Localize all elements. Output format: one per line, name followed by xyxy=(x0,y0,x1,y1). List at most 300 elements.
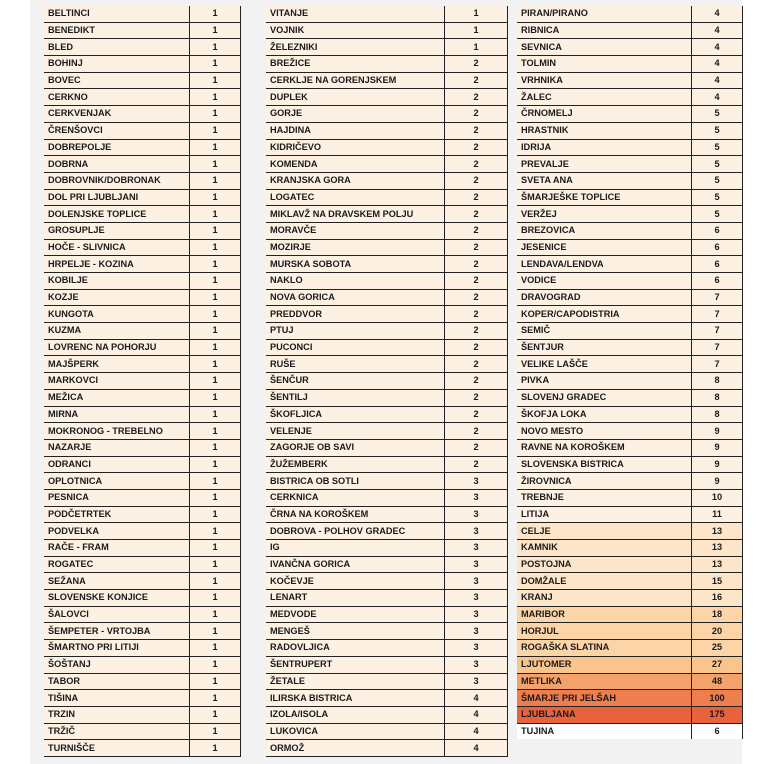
count-cell: 2 xyxy=(445,122,508,139)
count-cell: 4 xyxy=(692,89,743,106)
count-cell: 6 xyxy=(692,256,743,273)
count-cell: 3 xyxy=(445,573,508,590)
count-cell: 1 xyxy=(190,339,241,356)
count-cell: 2 xyxy=(445,439,508,456)
table-row xyxy=(44,456,241,473)
municipality-table-1 xyxy=(44,6,241,757)
municipality-name-cell: DOBROVNIK/DOBRONAK xyxy=(44,172,190,189)
count-cell: 2 xyxy=(445,406,508,423)
count-cell: 2 xyxy=(445,189,508,206)
municipality-name-cell: MARIBOR xyxy=(517,606,692,623)
count-cell: 1 xyxy=(190,473,241,490)
municipality-name-cell: VERŽEJ xyxy=(517,206,692,223)
table-row xyxy=(44,89,241,106)
municipality-name-cell: METLIKA xyxy=(517,673,692,690)
municipality-name-cell: ŽALEC xyxy=(517,89,692,106)
table-row xyxy=(517,72,743,89)
municipality-name-cell: MEDVODE xyxy=(266,606,445,623)
municipality-name-cell: LENART xyxy=(266,590,445,607)
count-cell: 1 xyxy=(190,56,241,73)
table-row xyxy=(517,606,743,623)
table-row xyxy=(266,389,508,406)
table-row xyxy=(266,573,508,590)
count-cell: 13 xyxy=(692,523,743,540)
table-row xyxy=(517,356,743,373)
table-row xyxy=(44,489,241,506)
count-cell: 15 xyxy=(692,573,743,590)
table-row xyxy=(266,22,508,39)
municipality-table-3 xyxy=(517,6,743,739)
municipality-name-cell: ŠMARJEŠKE TOPLICE xyxy=(517,189,692,206)
municipality-name-cell: IZOLA/ISOLA xyxy=(266,706,445,723)
municipality-name-cell: RADOVLJICA xyxy=(266,640,445,657)
count-cell: 2 xyxy=(445,323,508,340)
municipality-name-cell: NOVA GORICA xyxy=(266,289,445,306)
municipality-name-cell: ŠENTJUR xyxy=(517,339,692,356)
municipality-name-cell: MURSKA SOBOTA xyxy=(266,256,445,273)
table-row xyxy=(517,656,743,673)
count-cell: 3 xyxy=(445,489,508,506)
table-row xyxy=(517,506,743,523)
count-cell: 1 xyxy=(190,723,241,740)
table-row xyxy=(44,706,241,723)
table-column-3 xyxy=(517,6,743,739)
count-cell: 25 xyxy=(692,640,743,657)
table-row xyxy=(44,106,241,123)
count-cell: 1 xyxy=(190,573,241,590)
table-row xyxy=(266,106,508,123)
municipality-name-cell: MIRNA xyxy=(44,406,190,423)
table-row xyxy=(44,72,241,89)
municipality-name-cell: TUJINA xyxy=(517,723,692,739)
municipality-name-cell: KOBILJE xyxy=(44,273,190,290)
table-row xyxy=(517,139,743,156)
count-cell: 2 xyxy=(445,339,508,356)
count-cell: 1 xyxy=(190,506,241,523)
municipality-name-cell: ČRNA NA KOROŠKEM xyxy=(266,506,445,523)
table-row xyxy=(517,339,743,356)
municipality-name-cell: RIBNICA xyxy=(517,22,692,39)
municipality-name-cell: NOVO MESTO xyxy=(517,423,692,440)
municipality-name-cell: ROGAŠKA SLATINA xyxy=(517,640,692,657)
table-row xyxy=(44,273,241,290)
municipality-name-cell: HRASTNIK xyxy=(517,122,692,139)
municipality-name-cell: PREVALJE xyxy=(517,156,692,173)
table-row xyxy=(517,473,743,490)
municipality-name-cell: TOLMIN xyxy=(517,56,692,73)
table-row xyxy=(517,89,743,106)
table-row xyxy=(44,556,241,573)
municipality-name-cell: SVETA ANA xyxy=(517,172,692,189)
table-row xyxy=(266,623,508,640)
table-row xyxy=(266,606,508,623)
municipality-name-cell: KOZJE xyxy=(44,289,190,306)
municipality-name-cell: ČRENŠOVCI xyxy=(44,122,190,139)
municipality-name-cell: TIŠINA xyxy=(44,690,190,707)
count-cell: 1 xyxy=(190,239,241,256)
count-cell: 4 xyxy=(445,740,508,757)
count-cell: 1 xyxy=(190,373,241,390)
municipality-name-cell: KUNGOTA xyxy=(44,306,190,323)
count-cell: 1 xyxy=(190,423,241,440)
municipality-name-cell: OPLOTNICA xyxy=(44,473,190,490)
count-cell: 7 xyxy=(692,289,743,306)
table-row xyxy=(266,306,508,323)
table-row xyxy=(517,723,743,739)
count-cell: 2 xyxy=(445,72,508,89)
municipality-name-cell: NAKLO xyxy=(266,273,445,290)
municipality-name-cell: DRAVOGRAD xyxy=(517,289,692,306)
municipality-name-cell: MEŽICA xyxy=(44,389,190,406)
table-row xyxy=(44,6,241,22)
count-cell: 3 xyxy=(445,523,508,540)
table-row xyxy=(44,540,241,557)
municipality-name-cell: VODICE xyxy=(517,273,692,290)
municipality-name-cell: LJUBLJANA xyxy=(517,706,692,723)
table-row xyxy=(266,172,508,189)
municipality-name-cell: ILIRSKA BISTRICA xyxy=(266,690,445,707)
municipality-name-cell: DOBROVA - POLHOV GRADEC xyxy=(266,523,445,540)
count-cell: 1 xyxy=(190,556,241,573)
count-cell: 1 xyxy=(190,273,241,290)
municipality-name-cell: HORJUL xyxy=(517,623,692,640)
count-cell: 13 xyxy=(692,556,743,573)
table-column-1 xyxy=(44,6,241,757)
count-cell: 2 xyxy=(445,89,508,106)
table-column-2 xyxy=(266,6,508,757)
municipality-name-cell: DOLENJSKE TOPLICE xyxy=(44,206,190,223)
municipality-name-cell: SLOVENJ GRADEC xyxy=(517,389,692,406)
count-cell: 1 xyxy=(190,122,241,139)
table-row xyxy=(44,623,241,640)
count-cell: 3 xyxy=(445,506,508,523)
count-cell: 1 xyxy=(190,456,241,473)
table-row xyxy=(517,523,743,540)
municipality-name-cell: TRZIN xyxy=(44,706,190,723)
count-cell: 175 xyxy=(692,706,743,723)
count-cell: 1 xyxy=(190,39,241,56)
table-row xyxy=(517,39,743,56)
municipality-name-cell: PIRAN/PIRANO xyxy=(517,6,692,22)
municipality-name-cell: DOBREPOLJE xyxy=(44,139,190,156)
count-cell: 2 xyxy=(445,389,508,406)
count-cell: 3 xyxy=(445,656,508,673)
municipality-name-cell: TABOR xyxy=(44,673,190,690)
count-cell: 1 xyxy=(190,740,241,757)
table-row xyxy=(266,456,508,473)
table-row xyxy=(44,189,241,206)
municipality-name-cell: ROGATEC xyxy=(44,556,190,573)
count-cell: 100 xyxy=(692,690,743,707)
municipality-name-cell: ODRANCI xyxy=(44,456,190,473)
table-row xyxy=(44,723,241,740)
municipality-name-cell: POSTOJNA xyxy=(517,556,692,573)
count-cell: 1 xyxy=(190,656,241,673)
municipality-name-cell: ŠKOFJA LOKA xyxy=(517,406,692,423)
table-row xyxy=(44,206,241,223)
count-cell: 9 xyxy=(692,423,743,440)
count-cell: 7 xyxy=(692,356,743,373)
municipality-name-cell: KIDRIČEVO xyxy=(266,139,445,156)
municipality-name-cell: ORMOŽ xyxy=(266,740,445,757)
table-row xyxy=(517,273,743,290)
table-row xyxy=(44,690,241,707)
count-cell: 1 xyxy=(190,406,241,423)
count-cell: 1 xyxy=(190,623,241,640)
table-row xyxy=(266,189,508,206)
count-cell: 10 xyxy=(692,489,743,506)
table-row xyxy=(44,523,241,540)
table-row xyxy=(44,139,241,156)
municipality-table-2 xyxy=(266,6,508,757)
municipality-name-cell: DOBRNA xyxy=(44,156,190,173)
table-row xyxy=(517,323,743,340)
table-row xyxy=(517,256,743,273)
table-row xyxy=(517,189,743,206)
table-row xyxy=(266,540,508,557)
municipality-name-cell: PODVELKA xyxy=(44,523,190,540)
table-row xyxy=(266,406,508,423)
municipality-name-cell: KOMENDA xyxy=(266,156,445,173)
count-cell: 1 xyxy=(445,39,508,56)
municipality-name-cell: GORJE xyxy=(266,106,445,123)
count-cell: 4 xyxy=(692,56,743,73)
count-cell: 1 xyxy=(190,489,241,506)
count-cell: 5 xyxy=(692,122,743,139)
municipality-name-cell: SLOVENSKA BISTRICA xyxy=(517,456,692,473)
table-row xyxy=(44,256,241,273)
municipality-name-cell: BOVEC xyxy=(44,72,190,89)
table-row xyxy=(44,640,241,657)
table-row xyxy=(266,439,508,456)
table-row xyxy=(44,239,241,256)
count-cell: 5 xyxy=(692,156,743,173)
table-row xyxy=(266,39,508,56)
table-row xyxy=(266,156,508,173)
municipality-name-cell: CERKNICA xyxy=(266,489,445,506)
count-cell: 1 xyxy=(190,690,241,707)
count-cell: 6 xyxy=(692,723,743,739)
table-row xyxy=(517,106,743,123)
municipality-name-cell: ZAGORJE OB SAVI xyxy=(266,439,445,456)
table-row xyxy=(266,656,508,673)
count-cell: 1 xyxy=(190,323,241,340)
table-row xyxy=(266,356,508,373)
table-row xyxy=(44,473,241,490)
count-cell: 2 xyxy=(445,222,508,239)
count-cell: 1 xyxy=(190,89,241,106)
count-cell: 3 xyxy=(445,540,508,557)
table-row xyxy=(266,256,508,273)
table-row xyxy=(44,39,241,56)
count-cell: 2 xyxy=(445,306,508,323)
count-cell: 8 xyxy=(692,406,743,423)
municipality-name-cell: KRANJSKA GORA xyxy=(266,172,445,189)
municipality-name-cell: VITANJE xyxy=(266,6,445,22)
table-row xyxy=(517,623,743,640)
table-row xyxy=(266,506,508,523)
municipality-name-cell: ŠALOVCI xyxy=(44,606,190,623)
municipality-name-cell: ŠEMPETER - VRTOJBA xyxy=(44,623,190,640)
table-row xyxy=(517,439,743,456)
table-row xyxy=(266,723,508,740)
table-row xyxy=(517,206,743,223)
municipality-name-cell: BENEDIKT xyxy=(44,22,190,39)
table-row xyxy=(266,6,508,22)
table-row xyxy=(517,172,743,189)
table-row xyxy=(517,56,743,73)
municipality-name-cell: KOČEVJE xyxy=(266,573,445,590)
municipality-name-cell: LOGATEC xyxy=(266,189,445,206)
municipality-name-cell: GROSUPLJE xyxy=(44,222,190,239)
count-cell: 2 xyxy=(445,423,508,440)
count-cell: 1 xyxy=(190,172,241,189)
municipality-name-cell: LITIJA xyxy=(517,506,692,523)
count-cell: 2 xyxy=(445,56,508,73)
municipality-name-cell: PIVKA xyxy=(517,373,692,390)
count-cell: 1 xyxy=(190,523,241,540)
table-row xyxy=(517,540,743,557)
municipality-name-cell: ŠKOFLJICA xyxy=(266,406,445,423)
count-cell: 1 xyxy=(190,22,241,39)
count-cell: 1 xyxy=(190,706,241,723)
municipality-name-cell: TRŽIČ xyxy=(44,723,190,740)
count-cell: 8 xyxy=(692,373,743,390)
municipality-name-cell: SLOVENSKE KONJICE xyxy=(44,590,190,607)
municipality-name-cell: CELJE xyxy=(517,523,692,540)
count-cell: 3 xyxy=(445,640,508,657)
municipality-name-cell: BREZOVICA xyxy=(517,222,692,239)
municipality-name-cell: BREŽICE xyxy=(266,56,445,73)
count-cell: 7 xyxy=(692,339,743,356)
municipality-name-cell: DOMŽALE xyxy=(517,573,692,590)
municipality-name-cell: MOZIRJE xyxy=(266,239,445,256)
count-cell: 2 xyxy=(445,289,508,306)
count-cell: 13 xyxy=(692,540,743,557)
table-row xyxy=(517,373,743,390)
municipality-name-cell: PTUJ xyxy=(266,323,445,340)
count-cell: 1 xyxy=(190,222,241,239)
municipality-name-cell: RAVNE NA KOROŠKEM xyxy=(517,439,692,456)
table-row xyxy=(517,289,743,306)
municipality-name-cell: BLED xyxy=(44,39,190,56)
municipality-name-cell: PREDDVOR xyxy=(266,306,445,323)
table-row xyxy=(44,289,241,306)
municipality-name-cell: MIKLAVŽ NA DRAVSKEM POLJU xyxy=(266,206,445,223)
count-cell: 1 xyxy=(190,606,241,623)
table-row xyxy=(517,489,743,506)
municipality-name-cell: KRANJ xyxy=(517,590,692,607)
table-row xyxy=(266,206,508,223)
count-cell: 3 xyxy=(445,623,508,640)
municipality-name-cell: VELENJE xyxy=(266,423,445,440)
municipality-name-cell: SEMIČ xyxy=(517,323,692,340)
municipality-name-cell: ŽETALE xyxy=(266,673,445,690)
count-cell: 7 xyxy=(692,323,743,340)
count-cell: 4 xyxy=(692,39,743,56)
count-cell: 9 xyxy=(692,456,743,473)
table-row xyxy=(517,456,743,473)
count-cell: 1 xyxy=(190,389,241,406)
count-cell: 2 xyxy=(445,106,508,123)
municipality-name-cell: MOKRONOG - TREBELNO xyxy=(44,423,190,440)
count-cell: 1 xyxy=(190,189,241,206)
municipality-name-cell: IG xyxy=(266,540,445,557)
count-cell: 1 xyxy=(190,289,241,306)
count-cell: 1 xyxy=(190,206,241,223)
count-cell: 27 xyxy=(692,656,743,673)
municipality-name-cell: PESNICA xyxy=(44,489,190,506)
municipality-name-cell: RAČE - FRAM xyxy=(44,540,190,557)
table-row xyxy=(266,373,508,390)
count-cell: 3 xyxy=(445,556,508,573)
municipality-name-cell: MAJŠPERK xyxy=(44,356,190,373)
municipality-name-cell: HOČE - SLIVNICA xyxy=(44,239,190,256)
table-row xyxy=(517,239,743,256)
municipality-name-cell: SEŽANA xyxy=(44,573,190,590)
table-row xyxy=(517,406,743,423)
table-row xyxy=(44,590,241,607)
count-cell: 6 xyxy=(692,222,743,239)
count-cell: 3 xyxy=(445,673,508,690)
count-cell: 2 xyxy=(445,273,508,290)
municipality-name-cell: MARKOVCI xyxy=(44,373,190,390)
table-row xyxy=(266,523,508,540)
count-cell: 1 xyxy=(190,72,241,89)
count-cell: 2 xyxy=(445,239,508,256)
count-cell: 2 xyxy=(445,373,508,390)
municipality-name-cell: ŠENTILJ xyxy=(266,389,445,406)
count-cell: 1 xyxy=(190,256,241,273)
count-cell: 1 xyxy=(190,590,241,607)
table-row xyxy=(517,640,743,657)
table-row xyxy=(266,740,508,757)
table-row xyxy=(44,356,241,373)
table-row xyxy=(517,423,743,440)
count-cell: 2 xyxy=(445,206,508,223)
table-row xyxy=(517,573,743,590)
municipality-name-cell: ŽUŽEMBERK xyxy=(266,456,445,473)
table-row xyxy=(44,339,241,356)
municipality-name-cell: BOHINJ xyxy=(44,56,190,73)
municipality-name-cell: MENGEŠ xyxy=(266,623,445,640)
count-cell: 1 xyxy=(190,540,241,557)
municipality-name-cell: MORAVČE xyxy=(266,222,445,239)
table-row xyxy=(44,156,241,173)
table-row xyxy=(517,222,743,239)
table-row xyxy=(44,673,241,690)
municipality-name-cell: BISTRICA OB SOTLI xyxy=(266,473,445,490)
count-cell: 9 xyxy=(692,439,743,456)
municipality-name-cell: ŽIROVNICA xyxy=(517,473,692,490)
count-cell: 4 xyxy=(445,723,508,740)
count-cell: 4 xyxy=(692,22,743,39)
count-cell: 5 xyxy=(692,206,743,223)
count-cell: 6 xyxy=(692,273,743,290)
table-row xyxy=(266,489,508,506)
table-row xyxy=(266,673,508,690)
table-row xyxy=(266,690,508,707)
municipality-name-cell: KAMNIK xyxy=(517,540,692,557)
municipality-name-cell: ŽELEZNIKI xyxy=(266,39,445,56)
table-row xyxy=(44,222,241,239)
municipality-name-cell: TREBNJE xyxy=(517,489,692,506)
count-cell: 11 xyxy=(692,506,743,523)
count-cell: 1 xyxy=(190,356,241,373)
municipality-name-cell: LUKOVICA xyxy=(266,723,445,740)
municipality-name-cell: CERKLJE NA GORENJSKEM xyxy=(266,72,445,89)
count-cell: 4 xyxy=(445,690,508,707)
